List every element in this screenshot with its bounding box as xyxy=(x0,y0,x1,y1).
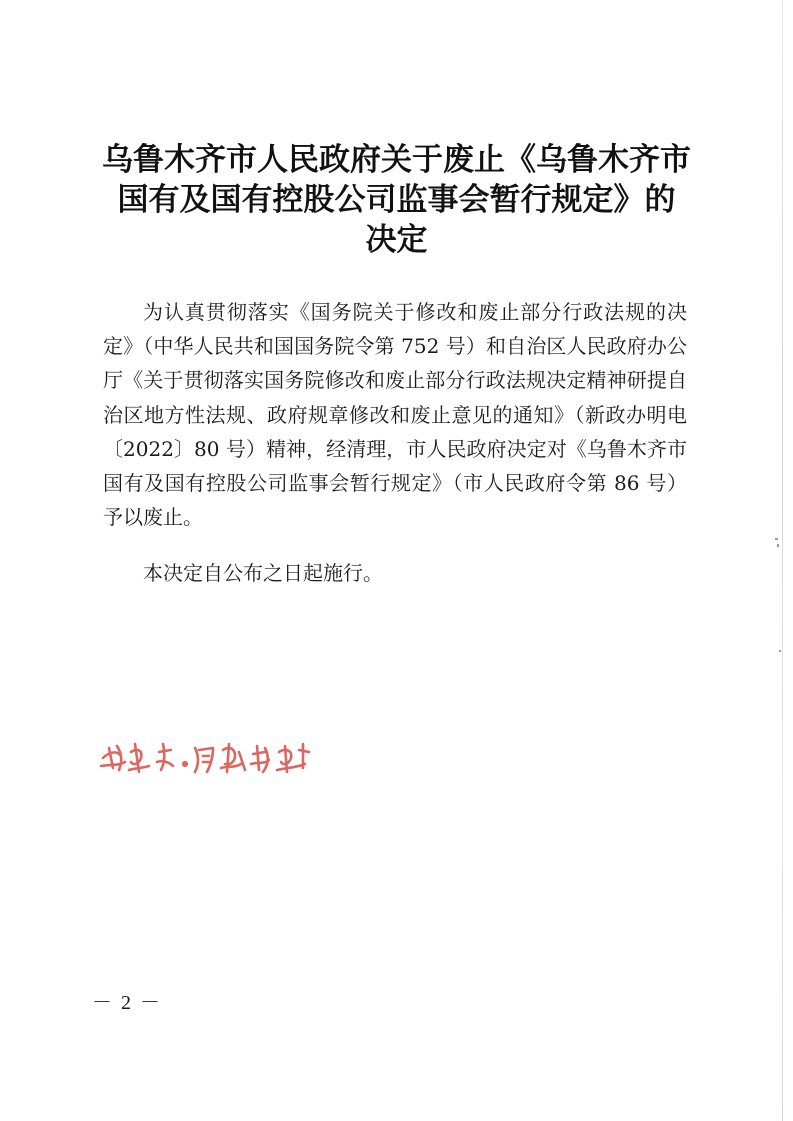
body-paragraph-1: 为认真贯彻落实《国务院关于修改和废止部分行政法规的决定》（中华人民共和国国务院令第 752 号）和自治区人民政府办公厅《关于贯彻落实国务院修改和废止部分行政法规决定精神研提自治区地方性法规、政府规章修改和废止意见的通知》（新政办明电〔2022〕80 号）精神，经清理，市人民政府决定对《乌鲁木齐市国有及国有控股公司监事会暂行规定》（市人民政府令第 86 号）予以废止。 xyxy=(103,300,687,530)
scan-edge-line xyxy=(782,0,783,1121)
title-line-1: 乌鲁木齐市人民政府关于废止《乌鲁木齐市 xyxy=(102,142,691,178)
handwritten-signature xyxy=(95,722,325,782)
title-line-3: 决定 xyxy=(365,222,428,258)
scan-speck xyxy=(777,544,779,547)
body-paragraph-2: 本决定自公布之日起施行。 xyxy=(143,561,383,585)
scan-speck xyxy=(775,538,778,540)
scan-speck xyxy=(779,650,781,652)
page-number: － 2 － xyxy=(92,992,162,1014)
title-line-2: 国有及国有控股公司监事会暂行规定》的 xyxy=(117,182,676,218)
document-title xyxy=(80,140,713,260)
